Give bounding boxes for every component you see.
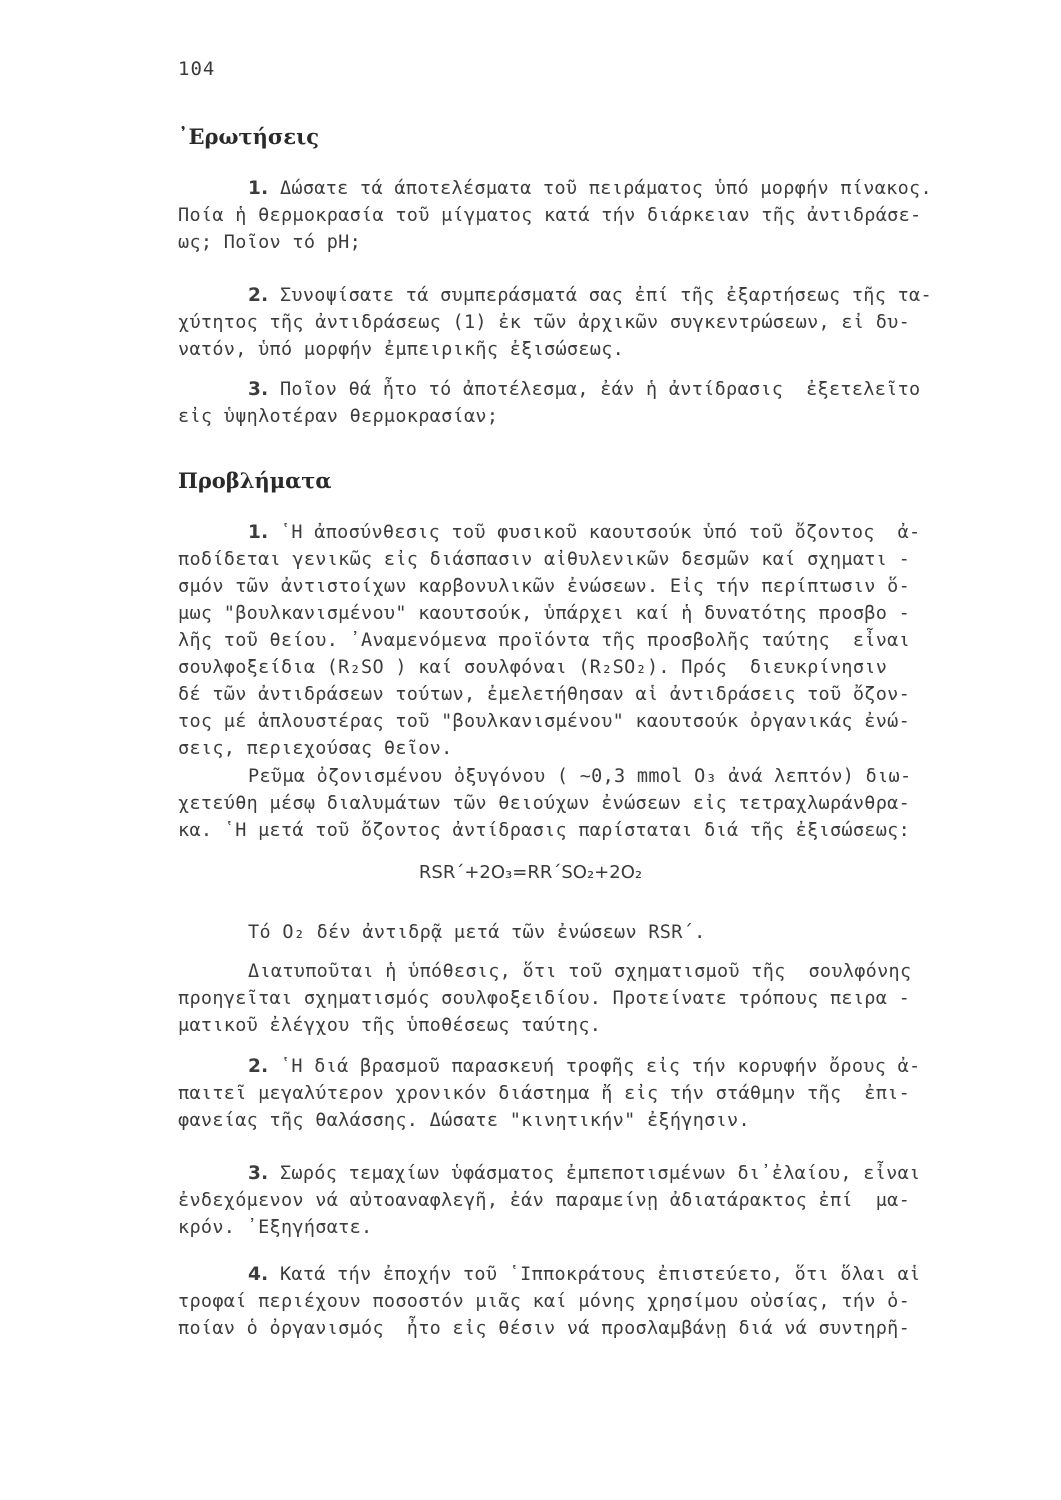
problem-number: 1. <box>248 522 269 543</box>
problem-text-first: ῾Η διά βρασμοῦ παρασκευή τροφῆς εἰς τήν κορυφήν ὄρους ἀ- <box>279 1056 921 1077</box>
reaction-equation: RSR´+2O₃=RR´SO₂+2O₂ <box>418 862 643 883</box>
question-2 <box>178 282 1014 363</box>
problem-text-rest: παιτεῖ μεγαλύτερον χρονικόν διάστημα ἤ εἰς τήν στάθμην τῆς ἐπι- φανείας τῆς θαλάσσης. Δώσατε "κινητικήν" ἐξήγησιν. <box>178 1083 911 1131</box>
question-3 <box>178 376 1014 430</box>
problem-1-hypothesis <box>178 958 1014 1039</box>
problem-number: 4. <box>248 1264 269 1285</box>
problem-3 <box>178 1160 1014 1241</box>
problem-text-first: Κατά τήν ἐποχήν τοῦ ῾Ιπποκράτους ἐπιστεύετο, ὅτι ὅλαι αἱ <box>279 1264 921 1285</box>
problem-number: 2. <box>248 1056 269 1077</box>
problem-text-first: ῾Η ἀποσύνθεσις τοῦ φυσικοῦ καουτσούκ ὑπό τοῦ ὄζοντος ἀ- <box>279 522 921 543</box>
question-text-rest: εἰς ὑψηλοτέραν θερμοκρασίαν; <box>178 406 499 427</box>
problem-1 <box>178 519 1014 762</box>
problem-text-rest: προηγεῖται σχηματισμός σουλφοξειδίου. Προτείνατε τρόπους πειρα - ματικοῦ ἐλέγχου τῆς ὑποθέσεως ταύτης. <box>178 988 911 1036</box>
problem-2 <box>178 1053 1014 1134</box>
problem-text-first: Τό O₂ δέν ἀντιδρᾷ μετά τῶν ἐνώσεων RSR´. <box>248 922 706 943</box>
problem-1-note <box>178 919 1014 946</box>
question-number: 1. <box>248 178 269 199</box>
question-text-first: Συνοψίσατε τά συμπεράσματά σας ἐπί τῆς ἐξαρτήσεως τῆς τα- <box>279 285 932 306</box>
question-text-first: Δώσατε τά άποτελέσματα τοῦ πειράματος ὑπό μορφήν πίνακος. <box>279 178 932 199</box>
question-number: 2. <box>248 285 269 306</box>
problem-text-rest: ἐνδεχόμενον νά αὐτοαναφλεγῆ, ἐάν παραμείνῃ ἀδιατάρακτος ἐπί μα- κρόν. ᾽Εξηγήσατε. <box>178 1190 911 1238</box>
questions-heading: ᾽Ερωτήσεις <box>178 124 320 149</box>
question-text-rest: χύτητος τῆς ἀντιδράσεως (1) ἐκ τῶν ἀρχικῶν συγκεντρώσεων, εἰ δυ- νατόν, ὑπό μορφήν ἐμπειρικῆς ἐξισώσεως. <box>178 312 911 360</box>
question-text-first: Ποῖον θά ἦτο τό ἀποτέλεσμα, ἐάν ἡ ἀντίδρασις ἐξετελεῖτο <box>279 379 921 400</box>
problems-heading: Προβλήματα <box>178 468 332 493</box>
problem-text-rest: τροφαί περιέχουν ποσοστόν μιᾶς καί μόνης χρησίμου οὐσίας, τήν ὁ- ποίαν ὁ ὀργανισμός ἦτο εἰς θέσιν νά προσλαμβάνῃ διά νά συντηρῆ- <box>178 1291 911 1339</box>
problem-text-first: Διατυποῦται ἡ ὑπόθεσις, ὅτι τοῦ σχηματισμοῦ τῆς σουλφόνης <box>248 961 912 982</box>
question-text-rest: Ποία ἡ θερμοκρασία τοῦ μίγματος κατά τήν διάρκειαν τῆς ἀντιδράσε- ως; Ποῖον τό pH; <box>178 205 922 253</box>
problem-text-rest: χετεύθη μέσῳ διαλυμάτων τῶν θειούχων ἐνώσεων εἰς τετραχλωράνθρα- κα. ῾Η μετά τοῦ ὄζοντος ἀντίδρασις παρίσταται διά τῆς ἐξισώσεως: <box>178 793 911 841</box>
problem-4 <box>178 1261 1014 1342</box>
page-number: 104 <box>178 58 216 80</box>
question-number: 3. <box>248 379 269 400</box>
problem-text-rest: ποδίδεται γενικῶς εἰς διάσπασιν αἰθυλενικῶν δεσμῶν καί σχηματι - σμόν τῶν ἀντιστοίχων καρβονυλικῶν ἐνώσεων. Εἰς τήν περίπτωσιν ὅ- μως "βουλκανισμένου" καουτσούκ, ὑπάρχει καί ἡ δυνατότης προσβο - λῆς τοῦ θείου. ᾽Αναμενόμενα προϊόντα τῆς προσβολῆς ταύτης εἶναι σουλφοξείδια (R₂SO ) καί σουλφόναι (R₂SO₂). Πρός διευκρίνησιν δέ τῶν ἀντιδράσεων τούτων, ἐμελετήθησαν αἱ ἀντιδράσεις τοῦ ὄζον- τος μέ ἁπλουστέρας τοῦ "βουλκανισμένου" καουτσούκ ὀργανικάς ἐνώ- σεις, περιεχούσας θεῖον. <box>178 549 911 759</box>
problem-text-first: Σωρός τεμαχίων ὑφάσματος ἐμπεποτισμένων δι᾽ἐλαίου, εἶναι <box>279 1163 921 1184</box>
question-1 <box>178 175 1014 256</box>
problem-number: 3. <box>248 1163 269 1184</box>
problem-1-continued <box>178 763 1014 844</box>
problem-text-first: Ρεῦμα ὀζονισμένου ὀξυγόνου ( ~0,3 mmol O₃ ἀνά λεπτόν) διω- <box>248 766 912 787</box>
